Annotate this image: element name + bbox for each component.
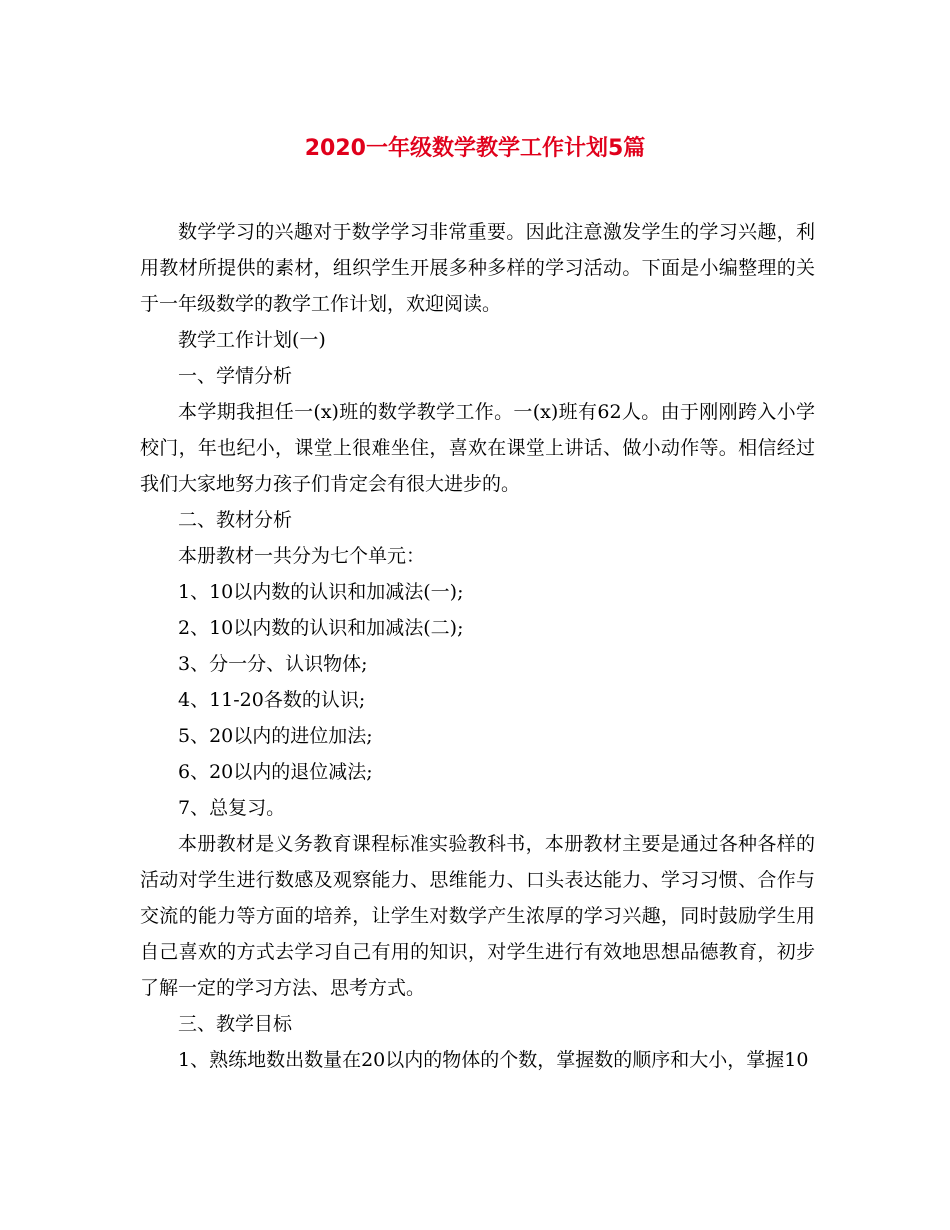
section-heading-situation: 一、学情分析: [178, 365, 293, 387]
unit-item: 2、10以内数的认识和加减法(二);: [178, 617, 464, 639]
intro-paragraph: 数学学习的兴趣对于数学学习非常重要。因此注意激发学生的学习兴趣，利用教材所提供的素材，组织学生开展多种多样的学习活动。下面是小编整理的关于一年级数学的教学工作计划，欢迎阅读。: [140, 221, 815, 315]
unit-item: 5、20以内的进位加法;: [178, 725, 373, 747]
goal-item: 1、熟练地数出数量在20以内的物体的个数，掌握数的顺序和大小，掌握10: [178, 1049, 809, 1071]
unit-item: 7、总复习。: [178, 797, 286, 819]
unit-item: 1、10以内数的认识和加减法(一);: [178, 581, 464, 603]
document-title: 2020一年级数学教学工作计划5篇: [304, 136, 646, 161]
materials-paragraph: 本册教材是义务教育课程标准实验教科书，本册教材主要是通过各种各样的活动对学生进行数感及观察能力、思维能力、口头表达能力、学习习惯、合作与交流的能力等方面的培养，让学生对数学产生浓厚的学习兴趣，同时鼓励学生用自己喜欢的方式去学习自己有用的知识，对学生进行有效地思想品德教育，初步了解一定的学习方法、思考方式。: [140, 833, 815, 999]
section-heading-materials: 二、教材分析: [178, 509, 293, 531]
unit-item: 4、11-20各数的认识;: [178, 689, 366, 711]
unit-item: 6、20以内的退位减法;: [178, 761, 373, 783]
plan-heading: 教学工作计划(一): [178, 329, 326, 351]
document-body: [140, 214, 815, 1078]
section-heading-goals: 三、教学目标: [178, 1013, 293, 1035]
situation-paragraph: 本学期我担任一(x)班的数学教学工作。一(x)班有62人。由于刚刚跨入小学校门，年也纪小，课堂上很难坐住，喜欢在课堂上讲话、做小动作等。相信经过我们大家地努力孩子们肯定会有很大进步的。: [140, 401, 815, 495]
unit-item: 3、分一分、认识物体;: [178, 653, 368, 675]
units-intro: 本册教材一共分为七个单元：: [178, 545, 426, 567]
